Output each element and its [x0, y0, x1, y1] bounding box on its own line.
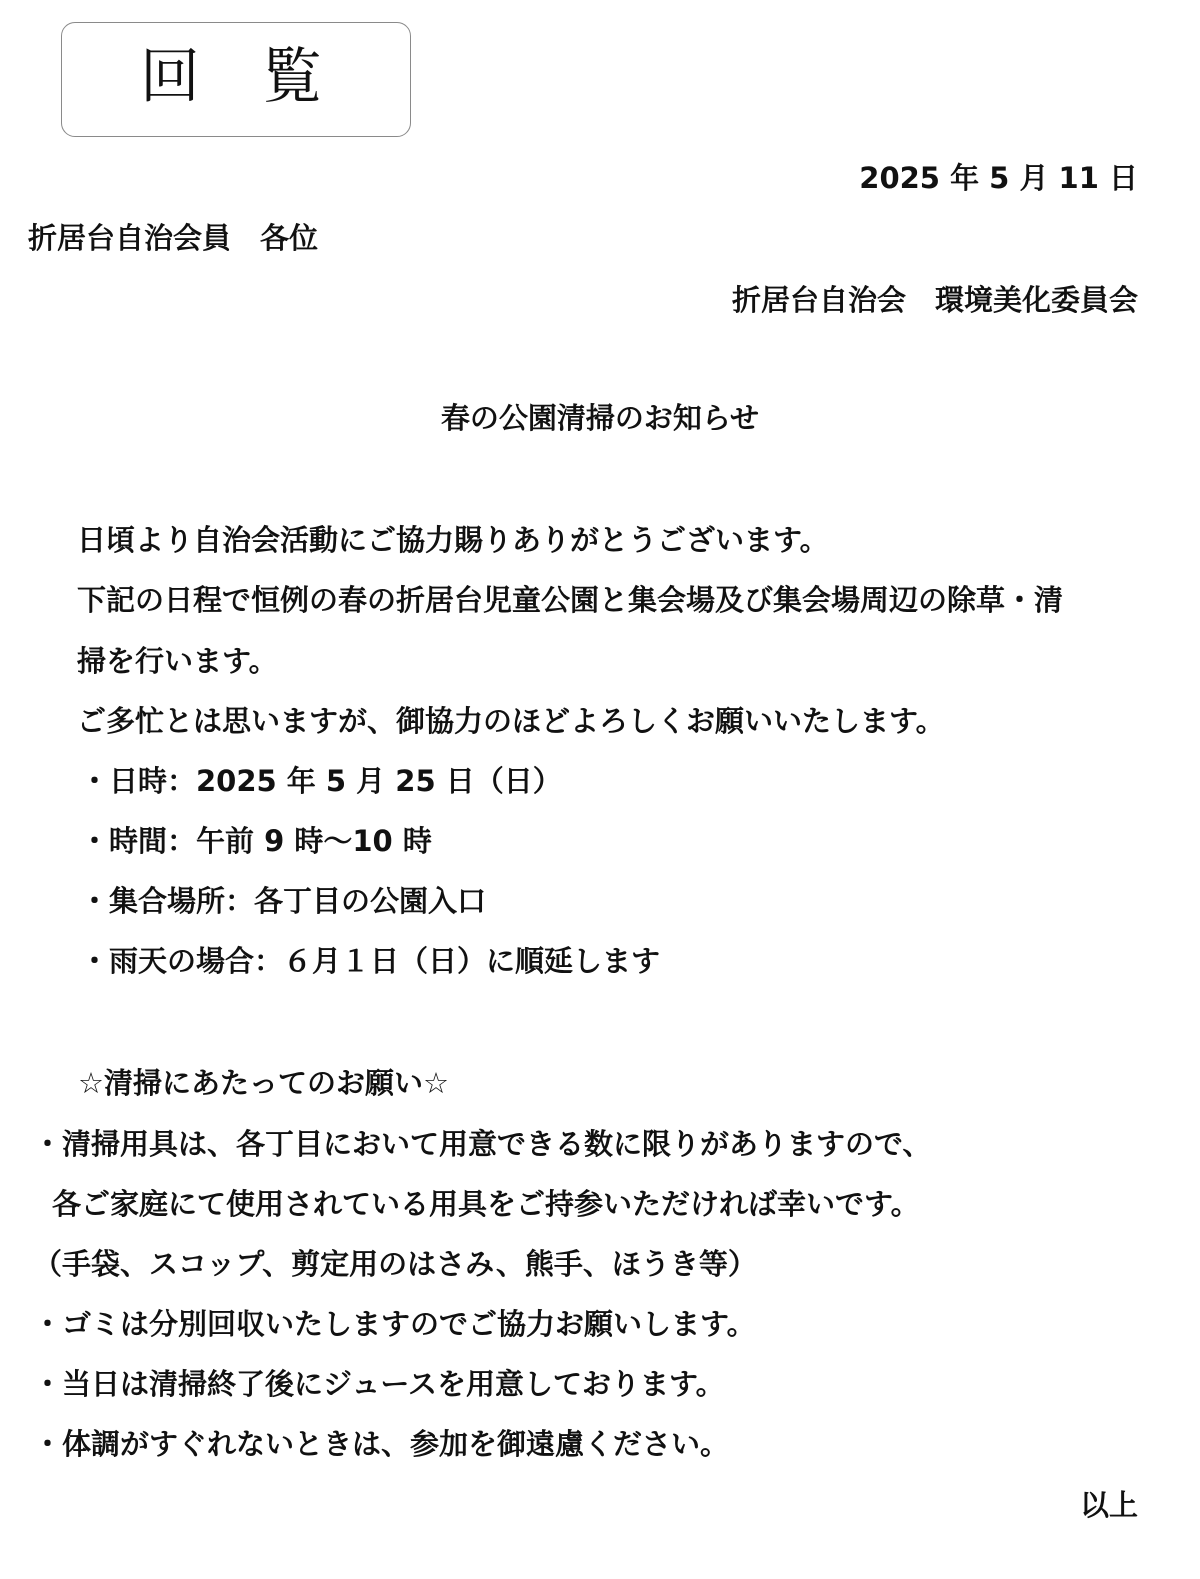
detail-rain-plan: ・雨天の場合：６月１日（日）に順延します: [80, 944, 661, 978]
closing-mark: 以上: [1079, 1488, 1138, 1522]
body-line: ご多忙とは思いますが、御協力のほどよろしくお願いいたします。: [77, 704, 945, 738]
request-line: ・体調がすぐれないときは、参加を御遠慮ください。: [33, 1427, 730, 1461]
request-line: ・当日は清掃終了後にジュースを用意しております。: [33, 1367, 725, 1401]
body-line: 下記の日程で恒例の春の折居台児童公園と集会場及び集会場周辺の除草・清: [77, 583, 1064, 617]
detail-date: ・日時：2025 年 5 月 25 日（日）: [80, 764, 562, 798]
recipient-line: 折居台自治会員 各位: [28, 221, 319, 255]
detail-time: ・時間：午前 9 時～10 時: [80, 824, 432, 858]
request-line: 各ご家庭にて使用されている用具をご持参いただければ幸いです。: [52, 1187, 920, 1221]
body-line: 掃を行います。: [77, 644, 278, 678]
notice-title: 春の公園清掃のお知らせ: [440, 401, 760, 435]
request-line: （手袋、スコップ、剪定用のはさみ、熊手、ほうき等）: [33, 1247, 757, 1281]
issue-date: 2025 年 5 月 11 日: [859, 161, 1138, 195]
circulation-stamp-label: 回覧: [140, 42, 384, 112]
detail-meeting-place: ・集合場所：各丁目の公園入口: [80, 884, 487, 918]
requests-heading: ☆清掃にあたってのお願い☆: [78, 1066, 449, 1100]
request-line: ・清掃用具は、各丁目において用意できる数に限りがありますので、: [33, 1127, 932, 1161]
body-line: 日頃より自治会活動にご協力賜りありがとうございます。: [77, 523, 829, 557]
request-line: ・ゴミは分別回収いたしますのでご協力お願いします。: [33, 1307, 756, 1341]
sender-line: 折居台自治会 環境美化委員会: [731, 283, 1138, 317]
